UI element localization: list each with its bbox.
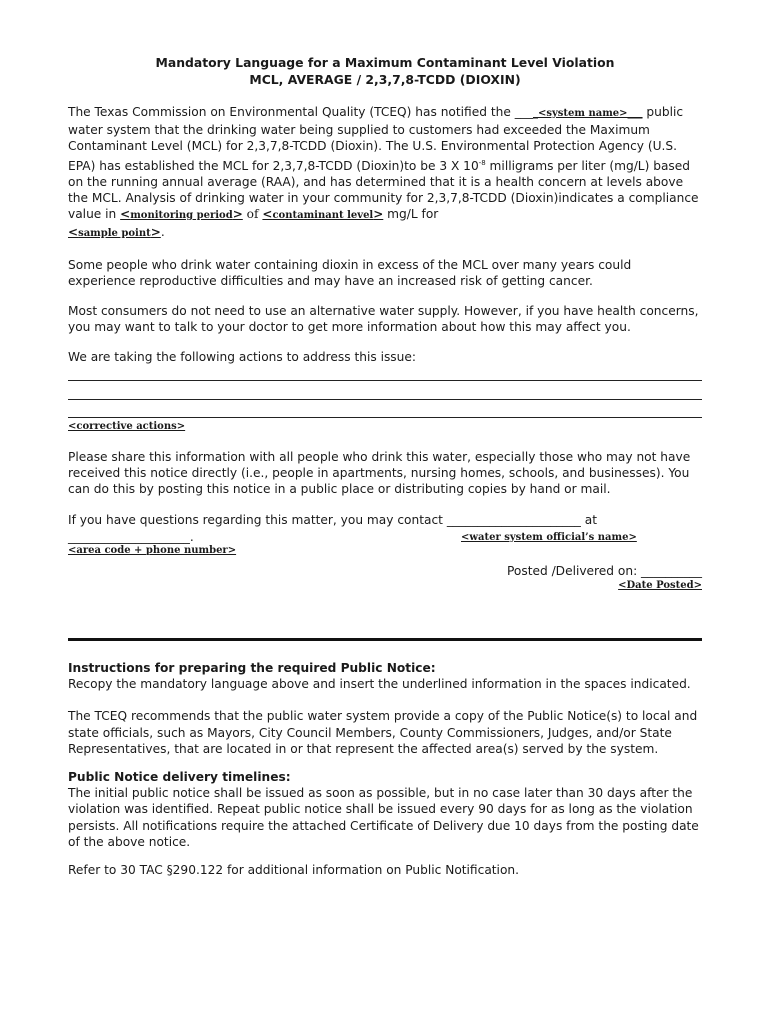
timelines-heading: Public Notice delivery timelines: xyxy=(68,770,291,785)
contact-second-row xyxy=(68,529,702,543)
official-name-placeholder: <water system official’s name> xyxy=(461,531,637,543)
action-line-3 xyxy=(68,417,702,418)
p1-text-b: public water system that the drinking water being supplied to customers had exceeded the Maximum Contaminant Level (MCL) for 2,3,7,8-TCDD (Dioxin). The U.S. Environmental Protection Agency (U.S. EPA) has established the MCL for 2,3,7,8-TCDD (Dioxin)to be 3 X 10 xyxy=(68,105,684,173)
p1-text-c: milligrams per liter (mg/L) based on the running annual average (RAA), and has determined that it is a health concern at levels above the MCL. Analysis of drinking water in your community for 2,3,7,8-TCDD (Dioxin)indicates a compliance value in xyxy=(68,158,699,222)
notice-page xyxy=(68,54,702,878)
contact-line xyxy=(68,512,702,528)
sample-point-placeholder: sample point xyxy=(78,228,151,240)
actions-intro: We are taking the following actions to address this issue: xyxy=(68,350,416,365)
contact-text: If you have questions regarding this matter, you may contact xyxy=(68,513,447,528)
action-line-2 xyxy=(68,399,702,400)
p1-end: . xyxy=(160,225,165,240)
instructions-heading: Instructions for preparing the required Public Notice: xyxy=(68,661,436,676)
phone-placeholder: <area code + phone number> xyxy=(68,544,237,556)
phone-blank: ____________________. xyxy=(68,529,194,544)
section-divider xyxy=(68,638,702,641)
official-blank: ______________________ xyxy=(446,513,581,528)
bracket-open: < xyxy=(120,207,131,222)
contaminant-level-placeholder: contaminant level xyxy=(272,210,374,222)
bracket-close: > xyxy=(373,207,384,222)
tceq-notification-paragraph xyxy=(68,104,702,243)
date-posted-placeholder: <Date Posted> xyxy=(618,580,702,592)
p1-text-a: The Texas Commission on Environmental Quality (TCEQ) has notified the ___ xyxy=(68,105,533,119)
posted-delivered-line: Posted /Delivered on: __________ xyxy=(506,563,702,578)
action-line-1 xyxy=(68,380,702,381)
share-info-paragraph: Please share this information with all people who drink this water, especially those who may not have received this notice directly (i.e., people in apartments, nursing homes, schools, and businesses). You can do this by posting this notice in a public place or distributing copies by hand or mail. xyxy=(68,449,691,497)
corrective-actions-placeholder: <corrective actions> xyxy=(68,420,186,432)
title-line-1: Mandatory Language for a Maximum Contaminant Level Violation xyxy=(155,55,615,70)
health-effects-paragraph: Some people who drink water containing dioxin in excess of the MCL over many years could experience reproductive difficulties and may have an increased risk of getting cancer. xyxy=(68,257,632,288)
timelines-text: The initial public notice shall be issued as soon as possible, but in no case later than 30 days after the violation was identified. Repeat public notice shall be issued every 90 days for as long as the violation persists. All notifications require the attached Certificate of Delivery due 10 days from the posting date of the above notice. xyxy=(68,786,699,849)
title-line-2: MCL, AVERAGE / 2,3,7,8-TCDD (DIOXIN) xyxy=(249,72,521,87)
monitoring-period-placeholder: monitoring period xyxy=(130,210,233,222)
tceq-recommendation-paragraph: The TCEQ recommends that the public water system provide a copy of the Public Notice(s) to local and state officials, such as Mayors, City Council Members, County Commissioners, Judges, and/or State Representatives, that are located in or that represent the affected area(s) served by the system. xyxy=(68,709,698,756)
bracket-open: < xyxy=(262,207,273,222)
contact-at: at xyxy=(580,513,598,528)
bracket-close: > xyxy=(150,225,161,240)
p1-mgl: mg/L for xyxy=(383,207,439,222)
p1-of: of xyxy=(242,207,263,222)
instructions-text: Recopy the mandatory language above and insert the underlined information in the spaces indicated. xyxy=(68,677,691,692)
bracket-open: < xyxy=(68,225,79,240)
reference-line: Refer to 30 TAC §290.122 for additional information on Public Notification. xyxy=(68,863,520,878)
system-name-placeholder: _<system name>___ xyxy=(532,108,643,119)
consumer-advice-paragraph: Most consumers do not need to use an alternative water supply. However, if you have health concerns, you may want to talk to your doctor to get more information about how this may affect you. xyxy=(68,304,699,335)
exponent: -8 xyxy=(478,158,486,167)
bracket-close: > xyxy=(232,207,243,222)
